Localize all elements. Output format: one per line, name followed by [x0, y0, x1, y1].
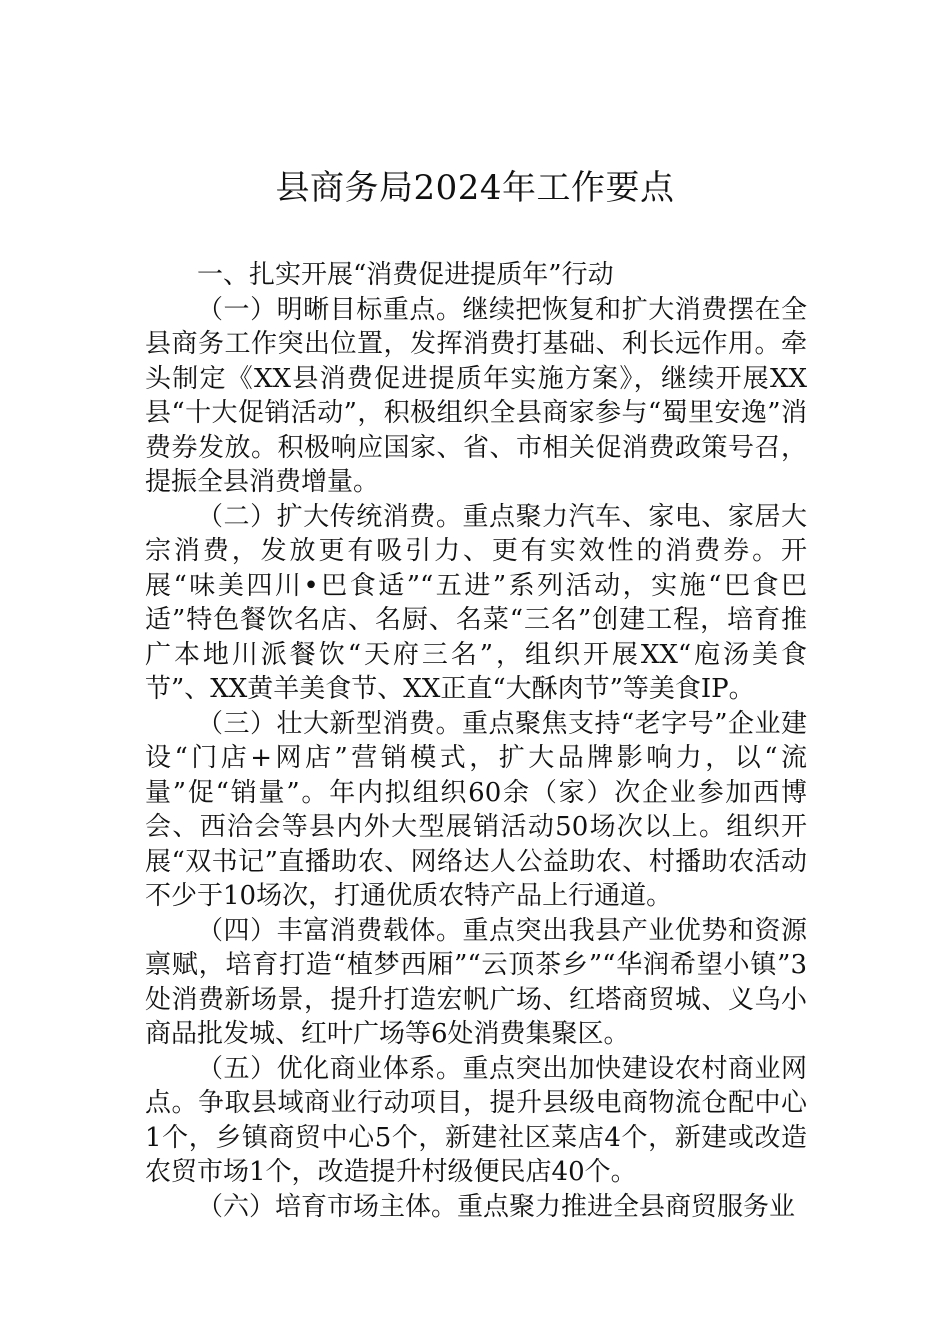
- paragraph-5: （五）优化商业体系。重点突出加快建设农村商业网点。争取县域商业行动项目，提升县级电商物流仓配中心1个，乡镇商贸中心5个，新建社区菜店4个，新建或改造农贸市场1个，改造提升村级便民店40个。: [145, 1053, 807, 1187]
- paragraph-4: （四）丰富消费载体。重点突出我县产业优势和资源禀赋，培育打造“植梦西厢”“云顶茶乡”“华润希望小镇”3处消费新场景，提升打造宏帆广场、红塔商贸城、义乌小商品批发城、红叶广场等6处消费集聚区。: [145, 915, 807, 1049]
- paragraph-6: （六）培育市场主体。重点聚力推进全县商贸服务业: [197, 1191, 796, 1222]
- document-title: 县商务局2024年工作要点: [275, 168, 675, 208]
- document-body: [145, 258, 807, 1224]
- paragraph-2: （二）扩大传统消费。重点聚力汽车、家电、家居大宗消费，发放更有吸引力、更有实效性的消费券。开展“味美四川•巴食适”“五进”系列活动，实施“巴食巴适”特色餐饮名店、名厨、名菜“三名”创建工程，培育推广本地川派餐饮“天府三名”，组织开展XX“庖汤美食节”、XX黄羊美食节、XX正直“大酥肉节”等美食IP。: [145, 501, 807, 704]
- section-heading: 一、扎实开展“消费促进提质年”行动: [197, 260, 614, 290]
- paragraph-3: （三）壮大新型消费。重点聚焦支持“老字号”企业建设“门店+网店”营销模式，扩大品牌影响力，以“流量”促“销量”。年内拟组织60余（家）次企业参加西博会、西洽会等县内外大型展销活动50场次以上。组织开展“双书记”直播助农、网络达人公益助农、村播助农活动不少于10场次，打通优质农特产品上行通道。: [145, 708, 807, 911]
- paragraph-1: （一）明晰目标重点。继续把恢复和扩大消费摆在全县商务工作突出位置，发挥消费打基础、利长远作用。牵头制定《XX县消费促进提质年实施方案》，继续开展XX县“十大促销活动”，积极组织全县商家参与“蜀里安逸”消费券发放。积极响应国家、省、市相关促消费政策号召，提振全县消费增量。: [145, 294, 807, 497]
